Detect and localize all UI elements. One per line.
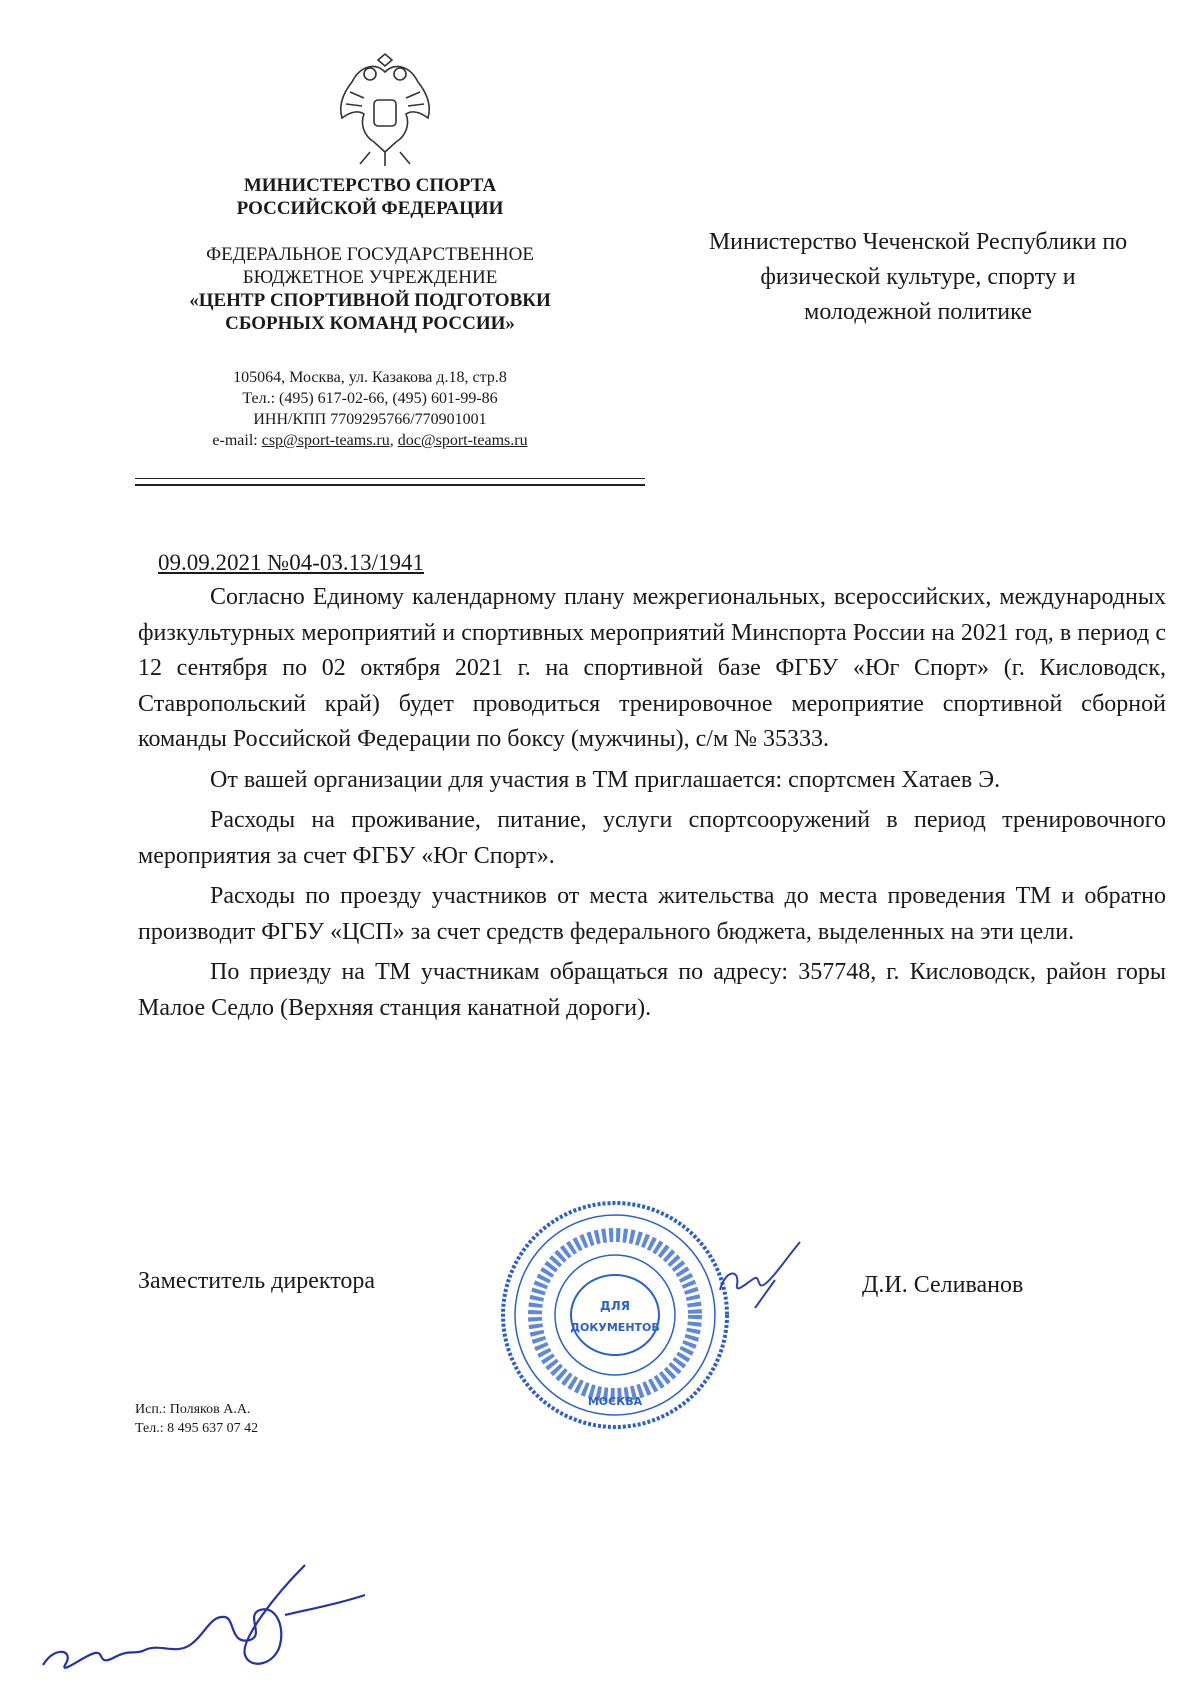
paragraph: По приезду на ТМ участникам обращаться по адресу: 357748, г. Кисловодск, район горы Малое Седло (Верхняя станция канатной дороги).: [138, 959, 1166, 1021]
stamp-text-1: ДЛЯ: [600, 1299, 630, 1313]
paragraph: От вашей организации для участия в ТМ приглашается: спортсмен Хатаев Э.: [210, 766, 1001, 793]
email-line: e-mail: csp@sport-teams.ru, doc@sport-teams.ru: [212, 432, 528, 449]
executor-phone: Тел.: 8 495 637 07 42: [135, 1421, 259, 1436]
recipient-line-2: физической культуре, спорту и: [760, 264, 1076, 290]
director-signature: [715, 1240, 805, 1310]
executor-name: Исп.: Поляков А.А.: [135, 1402, 251, 1417]
org-name-line-1: «ЦЕНТР СПОРТИВНОЙ ПОДГОТОВКИ: [189, 290, 551, 311]
paragraph: Расходы по проезду участников от места жительства до места проведения ТМ и обратно производит ФГБУ «ЦСП» за счет средств федерального бюджета, выделенных на эти цели.: [138, 883, 1166, 945]
letterhead-divider-thin: [135, 478, 645, 479]
stamp-city: МОСКВА: [587, 1395, 643, 1408]
signatory-title: Заместитель директора: [138, 1268, 376, 1294]
ministry-line-2: РОССИЙСКОЙ ФЕДЕРАЦИИ: [236, 198, 504, 219]
org-line-1: ФЕДЕРАЛЬНОЕ ГОСУДАРСТВЕННОЕ: [206, 244, 534, 265]
organization-name: [130, 243, 610, 335]
handwritten-signature: [35, 1555, 375, 1680]
letterhead-divider-thick: [135, 484, 645, 486]
paragraph: Расходы на проживание, питание, услуги спортсооружений в период тренировочного мероприятия за счет ФГБУ «Юг Спорт».: [138, 807, 1166, 869]
phones: Тел.: (495) 617-02-66, (495) 601-99-86: [242, 390, 498, 407]
russian-coat-of-arms-emblem: [330, 52, 440, 170]
ministry-line-1: МИНИСТЕРСТВО СПОРТА: [243, 175, 497, 196]
official-seal-stamp: [498, 1195, 733, 1435]
recipient-line-3: молодежной политике: [804, 299, 1032, 325]
org-line-2: БЮДЖЕТНОЕ УЧРЕЖДЕНИЕ: [242, 267, 498, 288]
signatory-name: Д.И. Селиванов: [862, 1272, 1024, 1298]
stamp-text-2: ДОКУМЕНТОВ: [570, 1321, 660, 1334]
recipient-line-1: Министерство Чеченской Республики по: [708, 229, 1128, 255]
organization-contacts: [130, 367, 610, 451]
letter-body: [138, 580, 1166, 1031]
recipient-block: [658, 225, 1178, 330]
ministry-name: [130, 174, 610, 220]
document-reference: 09.09.2021 №04-03.13/1941: [158, 550, 424, 575]
inn-kpp: ИНН/КПП 7709295766/770901001: [253, 411, 487, 428]
email-link-csp[interactable]: csp@sport-teams.ru: [261, 432, 390, 449]
email-link-doc[interactable]: doc@sport-teams.ru: [397, 432, 528, 449]
org-name-line-2: СБОРНЫХ КОМАНД РОССИИ»: [225, 313, 515, 334]
paragraph: Согласно Единому календарному плану межрегиональных, всероссийских, международных физкультурных мероприятий и спортивных мероприятий Минспорта России на 2021 год, в период с 12 сентября по 02 октября 2021 г. на спортивной базе ФГБУ «Юг Спорт» (г. Кисловодск, Ставропольский край) будет проводиться тренировочное мероприятие спортивной сборной команды Российской Федерации по боксу (мужчины), с/м № 35333.: [138, 584, 1166, 752]
address: 105064, Москва, ул. Казакова д.18, стр.8: [233, 369, 507, 386]
executor-info: [135, 1400, 258, 1438]
email-label: e-mail:: [212, 432, 258, 449]
